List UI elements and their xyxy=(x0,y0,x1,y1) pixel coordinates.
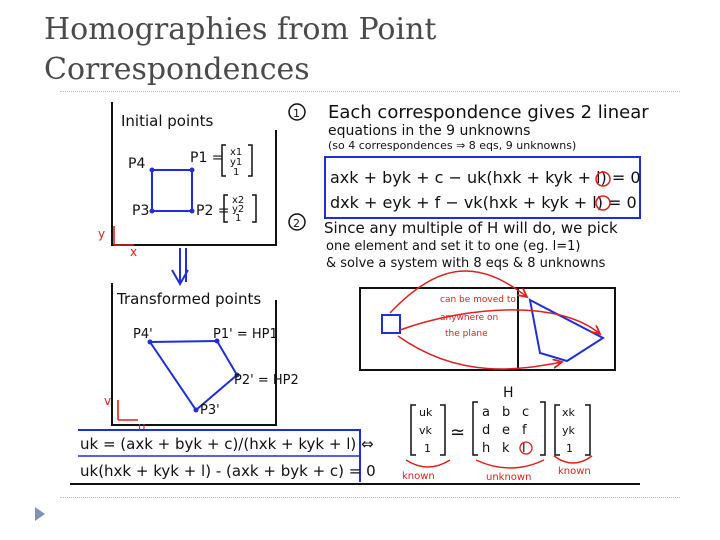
equation-linear: uk(hxk + kyk + l) - (axk + byk + c) = 0 xyxy=(80,462,376,480)
axis-u-label: u xyxy=(138,420,146,434)
transformed-points-panel xyxy=(104,283,299,434)
h-h: h xyxy=(482,441,491,456)
p2t-label: P2' = HP2 xyxy=(234,373,299,388)
step-1-line-1: Each correspondence gives 2 linear xyxy=(328,102,649,123)
xvec-y: yk xyxy=(562,424,575,437)
h-d: d xyxy=(482,423,491,438)
transformed-quad xyxy=(150,341,237,410)
step-2-line-1: Since any multiple of H will do, we pick xyxy=(324,219,618,237)
h-k: k xyxy=(502,441,510,456)
p1-vec-x: x1 xyxy=(230,147,243,158)
moved-note-2: anywhere on xyxy=(440,313,499,323)
equation-ratio: uk = (axk + byk + c)/(hxk + kyk + l) ⇔ xyxy=(80,435,374,453)
p2-vec-1: 1 xyxy=(235,213,242,224)
p2-vec-x: x2 xyxy=(232,195,245,206)
h-label: H xyxy=(503,385,514,401)
target-quad xyxy=(530,300,603,361)
step-2-line-3: & solve a system with 8 eqs & 8 unknowns xyxy=(326,256,606,271)
p1-vec-y: y1 xyxy=(230,157,243,168)
moved-note-1: can be moved to xyxy=(440,295,516,305)
unknown-label: unknown xyxy=(486,472,532,483)
slide-title-line-1: Homographies from Point xyxy=(44,12,437,47)
axis-v-label: v xyxy=(104,394,112,408)
uvec-1: 1 xyxy=(424,442,431,455)
bullet-triangle-icon xyxy=(35,507,45,521)
p4-label: P4 xyxy=(128,156,146,172)
p3t-label: P3' xyxy=(200,403,220,418)
step-2-line-2: one element and set it to one (eg. l=1) xyxy=(326,239,581,254)
step-2-number: 2 xyxy=(293,217,300,230)
axis-y-label: y xyxy=(98,227,106,241)
p1t-label: P1' = HP1 xyxy=(213,327,278,342)
mapping-diagram xyxy=(360,271,615,370)
h-f: f xyxy=(522,423,527,438)
uvec-v: vk xyxy=(419,424,432,437)
p2-label: P2 = xyxy=(196,203,230,219)
initial-square xyxy=(152,170,192,211)
h-c: c xyxy=(522,405,530,420)
xvec-x: xk xyxy=(562,406,575,419)
step-1-line-3: (so 4 correspondences ⇒ 8 eqs, 9 unknowns) xyxy=(328,139,577,152)
p3-label: P3 xyxy=(132,203,150,219)
initial-axes xyxy=(114,226,134,245)
projection-equations xyxy=(78,430,376,482)
initial-points-panel xyxy=(98,102,276,259)
footer-divider xyxy=(60,497,680,498)
approx-sign: ≃ xyxy=(450,422,466,443)
moved-note-3: the plane xyxy=(445,329,488,339)
step-2 xyxy=(289,214,618,271)
h-e: e xyxy=(502,423,510,438)
step-1-line-2: equations in the 9 unknowns xyxy=(328,123,531,139)
equation-v: dxk + eyk + f − vk(hxk + kyk + l) = 0 xyxy=(330,193,637,212)
step-1-number: 1 xyxy=(293,107,300,120)
known-label-left: known xyxy=(402,471,435,482)
p1-vec-1: 1 xyxy=(233,167,240,178)
h-b: b xyxy=(502,405,511,420)
initial-points-label: Initial points xyxy=(121,112,214,130)
known-label-right: known xyxy=(558,466,591,477)
slide-title-line-2: Correspondences xyxy=(44,52,310,87)
transformed-label: Transformed points xyxy=(117,290,262,308)
uvec-u: uk xyxy=(419,406,433,419)
h-a: a xyxy=(482,405,490,420)
matrix-equation xyxy=(402,385,592,483)
p1-label: P1 = xyxy=(190,150,224,166)
h-l: l xyxy=(522,441,526,456)
p4t-label: P4' xyxy=(133,327,153,342)
xvec-1: 1 xyxy=(566,442,573,455)
p2-vec-y: y2 xyxy=(232,204,245,215)
equation-u: axk + byk + c − uk(hxk + kyk + l) = 0 xyxy=(330,168,641,187)
axis-x-label: x xyxy=(130,245,138,259)
source-square xyxy=(382,315,400,333)
step-1 xyxy=(289,102,649,218)
